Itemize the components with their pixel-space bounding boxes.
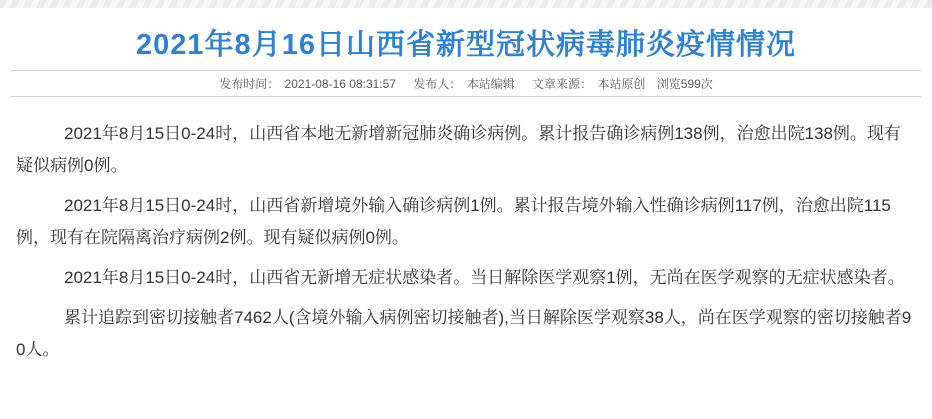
- top-decorative-pattern-bar: [0, 0, 932, 8]
- article-container: [11, 28, 921, 419]
- paragraph-asymptomatic-cases: 2021年8月15日0-24时，山西省无新增无症状感染者。当日解除医学观察1例，无尚在医学观察的无症状感染者。: [64, 268, 905, 287]
- publish-time-label: 发布时间：: [219, 77, 280, 91]
- publisher-label: 发布人：: [413, 77, 462, 91]
- source-value: 本站原创: [597, 77, 646, 91]
- view-count: 浏览599次: [656, 77, 713, 91]
- publisher-value: 本站编辑: [466, 77, 515, 91]
- paragraph-local-cases: 2021年8月15日0-24时，山西省本地无新增新冠肺炎确诊病例。累计报告确诊病例138例，治愈出院138例。现有疑似病例0例。: [16, 124, 901, 175]
- article-meta-bar: [11, 71, 921, 96]
- page-title: 2021年8月16日山西省新型冠状病毒肺炎疫情情况: [136, 29, 796, 61]
- article-body: [11, 97, 921, 366]
- publish-time-value: 2021-08-16 08:31:57: [284, 77, 396, 91]
- paragraph-close-contacts: 累计追踪到密切接触者7462人(含境外输入病例密切接触者),当日解除医学观察38人，尚在医学观察的密切接触者90人。: [16, 308, 912, 359]
- paragraph-imported-cases: 2021年8月15日0-24时，山西省新增境外输入确诊病例1例。累计报告境外输入性确诊病例117例，治愈出院115例，现有在院隔离治疗病例2例。现有疑似病例0例。: [16, 196, 891, 247]
- source-label: 文章来源：: [532, 77, 593, 91]
